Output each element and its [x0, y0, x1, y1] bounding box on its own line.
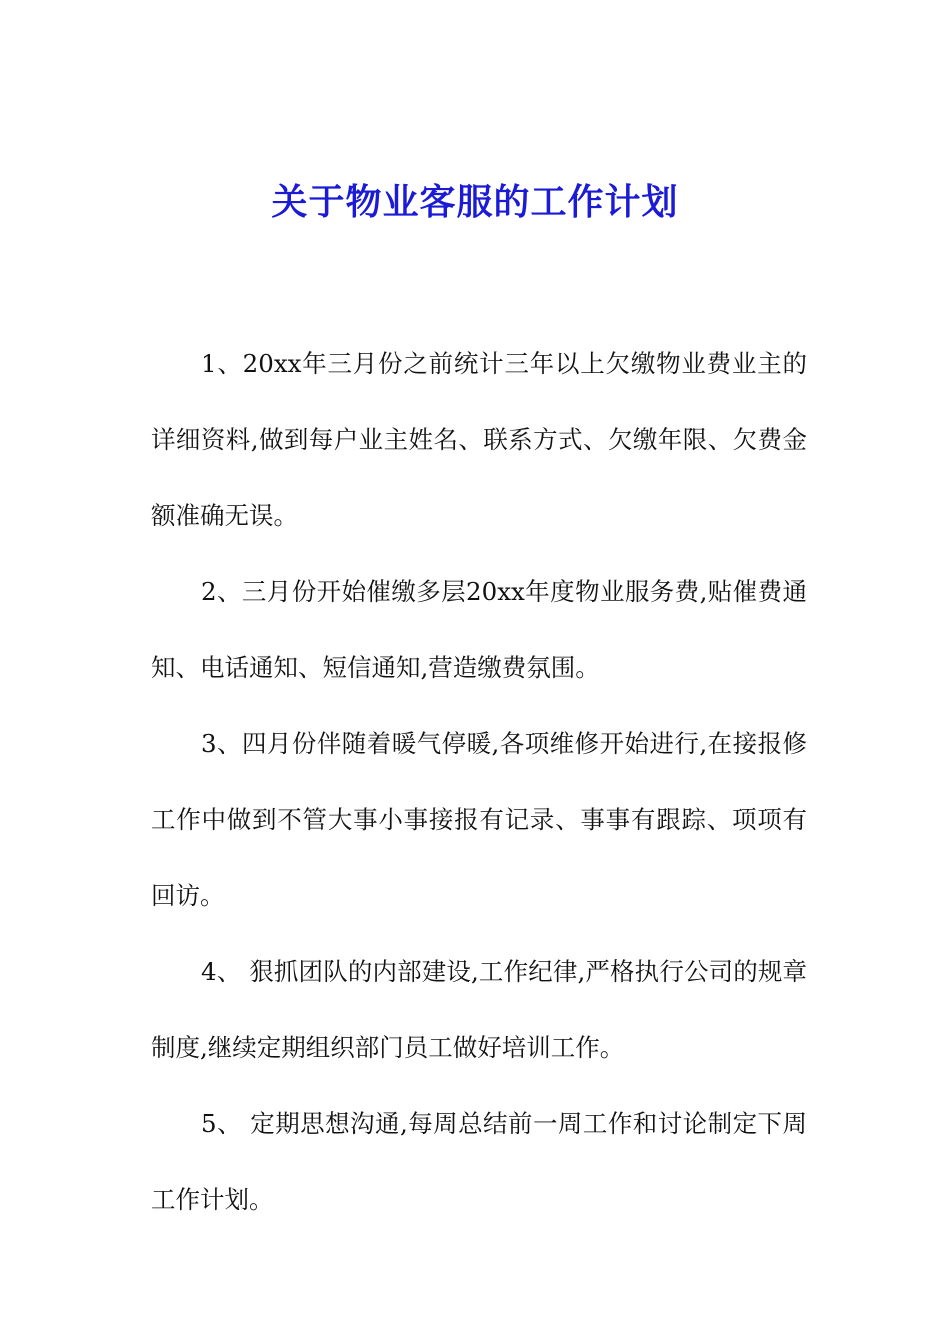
document-title: 关于物业客服的工作计划 [271, 182, 679, 223]
paragraph-2: 2、三月份开始催缴多层20xx年度物业服务费,贴催费通知、电话通知、短信通知,营造缴费氛围。 [151, 577, 807, 682]
paragraph-5: 5、 定期思想沟通,每周总结前一周工作和讨论制定下周工作计划。 [151, 1109, 807, 1214]
document-body [151, 326, 807, 1238]
paragraph-1: 1、20xx年三月份之前统计三年以上欠缴物业费业主的详细资料,做到每户业主姓名、联系方式、欠缴年限、欠费金额准确无误。 [151, 349, 807, 530]
paragraph-3: 3、四月份伴随着暖气停暖,各项维修开始进行,在接报修工作中做到不管大事小事接报有记录、事事有跟踪、项项有回访。 [151, 729, 807, 910]
paragraph-4: 4、 狠抓团队的内部建设,工作纪律,严格执行公司的规章制度,继续定期组织部门员工做好培训工作。 [151, 957, 807, 1062]
